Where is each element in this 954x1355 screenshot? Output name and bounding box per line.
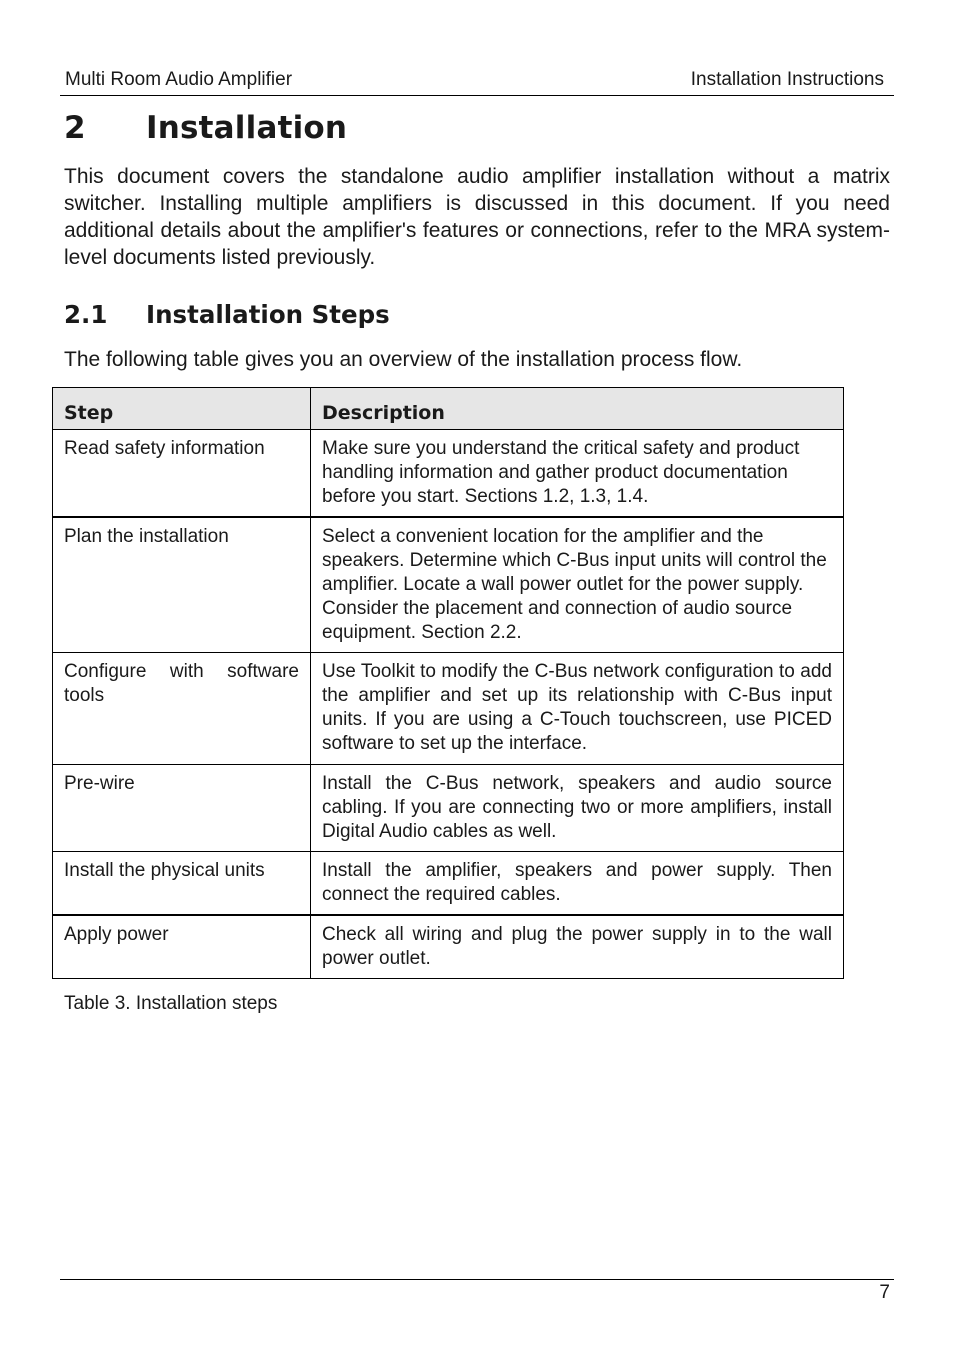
table-cell-step: Configure with software tools (53, 653, 311, 765)
subsection-title: Installation Steps (146, 300, 390, 329)
header-document-title: Multi Room Audio Amplifier (65, 69, 293, 90)
table-cell-description: Install the C-Bus network, speakers and audio source cabling. If you are connecting two or more amplifiers, install Digital Audio cables as well. (311, 765, 844, 852)
table-row (53, 915, 844, 979)
subsection-heading (64, 300, 390, 329)
table-cell-description: Install the amplifier, speakers and power supply. Then connect the required cables. (311, 852, 844, 916)
section-title: Installation (146, 110, 348, 146)
table-cell-description: Make sure you understand the critical safety and product handling information and gather product documentation before you start. Sections 1.2, 1.3, 1.4. (311, 430, 844, 518)
section-number: 2 (64, 110, 86, 146)
table-row (53, 517, 844, 653)
section-intro-paragraph: This document covers the standalone audio amplifier installation without a matrix switcher. Installing multiple amplifiers is discussed in this document. If you need additional details about the amplifier's features or connections, refer to the MRA system-level documents listed previously. (64, 165, 890, 269)
page-number: 7 (879, 1282, 890, 1303)
table-cell-step: Install the physical units (53, 852, 311, 916)
installation-steps-table (52, 387, 844, 979)
table-row (53, 653, 844, 765)
table-row (53, 430, 844, 518)
table-caption: Table 3. Installation steps (64, 993, 278, 1014)
table-header-row (53, 388, 844, 430)
page-header (60, 68, 894, 96)
table-header-step: Step (53, 388, 311, 430)
table-cell-step: Read safety information (53, 430, 311, 518)
table-row (53, 852, 844, 916)
header-document-type: Installation Instructions (690, 69, 884, 90)
table-header-description: Description (311, 388, 844, 430)
table-cell-description: Check all wiring and plug the power supply in to the wall power outlet. (311, 915, 844, 979)
table-row (53, 765, 844, 852)
section-heading (64, 110, 347, 146)
subsection-intro-paragraph: The following table gives you an overview of the installation process flow. (64, 348, 743, 371)
table-cell-description: Use Toolkit to modify the C-Bus network configuration to add the amplifier and set up its relationship with C-Bus input units. If you are using a C-Touch touchscreen, use PICED software to set up the interface. (311, 653, 844, 765)
footer-divider (60, 1279, 894, 1280)
table-cell-step: Apply power (53, 915, 311, 979)
table-cell-step: Pre-wire (53, 765, 311, 852)
table-cell-description: Select a convenient location for the amplifier and the speakers. Determine which C-Bus input units will control the amplifier. Locate a wall power outlet for the power supply. Consider the placement and connection of audio source equipment. Section 2.2. (311, 517, 844, 653)
table-cell-step: Plan the installation (53, 517, 311, 653)
subsection-number: 2.1 (64, 300, 108, 329)
